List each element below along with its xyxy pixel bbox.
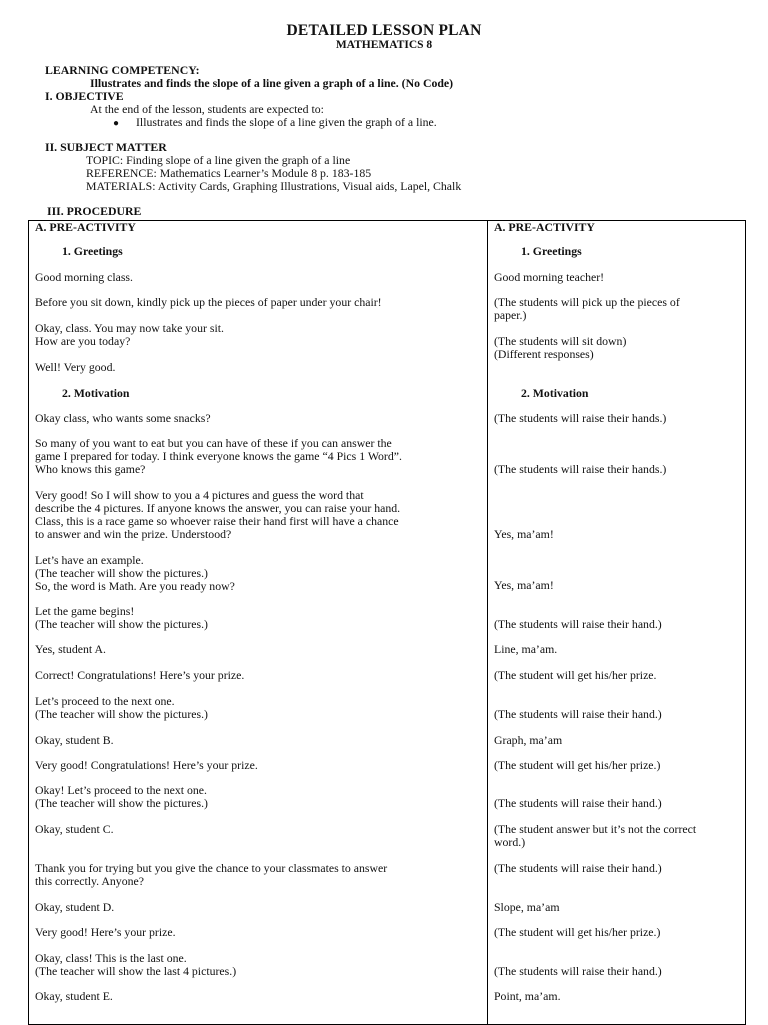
student-line-11: Line, ma’am. (494, 642, 558, 656)
teacher-line-13: Correct! Congratulations! Here’s your prize. (35, 668, 245, 682)
student-line-21: (The students will raise their hand.) (494, 964, 662, 978)
teacher-line-14: Let’s proceed to the next one. (The teacher will show the pictures.) (35, 694, 208, 721)
procedure-row (29, 221, 746, 1025)
teacher-line-1: 1. Greetings (62, 244, 123, 258)
student-line-1: 1. Greetings (521, 244, 582, 258)
student-line-20: (The student will get his/her prize.) (494, 925, 661, 939)
subject-reference: REFERENCE: Mathematics Learner’s Module 8 p. 183-185 (86, 166, 372, 180)
teacher-line-21: Very good! Here’s your prize. (35, 925, 176, 939)
student-line-6: (The students will raise their hands.) (494, 411, 667, 425)
competency-text: Illustrates and finds the slope of a line given a graph of a line. (No Code) (90, 76, 454, 90)
student-line-14: Graph, ma’am (494, 733, 563, 747)
teacher-line-9: Very good! So I will show to you a 4 pictures and guess the word that describe the 4 pictures. If anyone knows the answer, you can raise your hand. Class, this is a race game so whoever raise their hand first will have a chance to answer and win the prize. Understood? (35, 488, 401, 541)
teacher-line-7: Okay class, who wants some snacks? (35, 411, 211, 425)
procedure-heading: III. PROCEDURE (47, 204, 142, 218)
teacher-line-16: Very good! Congratulations! Here’s your prize. (35, 758, 258, 772)
teacher-line-15: Okay, student B. (35, 733, 114, 747)
competency-label: LEARNING COMPETENCY: (45, 63, 200, 77)
teacher-line-2: Good morning class. (35, 270, 133, 284)
student-line-18: (The students will raise their hand.) (494, 861, 662, 875)
teacher-line-3: Before you sit down, kindly pick up the pieces of paper under your chair! (35, 295, 382, 309)
student-line-0: A. PRE-ACTIVITY (494, 220, 595, 234)
document-subtitle: MATHEMATICS 8 (335, 39, 433, 51)
teacher-line-4: Okay, class. You may now take your sit. How are you today? (35, 321, 224, 348)
teacher-line-17: Okay! Let’s proceed to the next one. (The teacher will show the pictures.) (35, 783, 208, 810)
student-line-17: (The student answer but it’s not the correct word.) (494, 822, 697, 849)
teacher-line-0: A. PRE-ACTIVITY (35, 220, 136, 234)
teacher-line-12: Yes, student A. (35, 642, 106, 656)
student-line-13: (The students will raise their hand.) (494, 707, 662, 721)
teacher-line-11: Let the game begins! (The teacher will show the pictures.) (35, 604, 208, 631)
teacher-line-6: 2. Motivation (62, 386, 130, 400)
teacher-line-5: Well! Very good. (35, 360, 116, 374)
student-line-9: Yes, ma’am! (494, 578, 554, 592)
document-title: DETAILED LESSON PLAN (286, 22, 482, 39)
teacher-line-10: Let’s have an example. (The teacher will show the pictures.) So, the word is Math. Are you ready now? (35, 553, 235, 593)
student-line-2: Good morning teacher! (494, 270, 605, 284)
student-line-3: (The students will pick up the pieces of paper.) (494, 295, 680, 322)
procedure-table (28, 220, 746, 1025)
objective-intro: At the end of the lesson, students are expected to: (90, 102, 324, 116)
bullet-icon: ● (113, 118, 120, 129)
student-line-19: Slope, ma’am (494, 900, 560, 914)
student-line-5: 2. Motivation (521, 386, 589, 400)
teacher-activity-column (29, 221, 488, 1025)
teacher-line-23: Okay, student E. (35, 989, 113, 1003)
subject-topic: TOPIC: Finding slope of a line given the graph of a line (86, 153, 351, 167)
student-activity-column (488, 221, 746, 1025)
subject-matter-heading: II. SUBJECT MATTER (45, 140, 167, 154)
student-line-7: (The students will raise their hands.) (494, 462, 667, 476)
teacher-line-19: Thank you for trying but you give the chance to your classmates to answer this correctly. Anyone? (35, 861, 388, 888)
student-line-8: Yes, ma’am! (494, 527, 554, 541)
student-line-22: Point, ma’am. (494, 989, 561, 1003)
student-line-10: (The students will raise their hand.) (494, 617, 662, 631)
student-line-16: (The students will raise their hand.) (494, 796, 662, 810)
objective-bullet: Illustrates and finds the slope of a line given the graph of a line. (136, 115, 437, 129)
student-line-12: (The student will get his/her prize. (494, 668, 657, 682)
student-line-15: (The student will get his/her prize.) (494, 758, 661, 772)
teacher-line-8: So many of you want to eat but you can have of these if you can answer the game I prepared for today. I think everyone knows the game “4 Pics 1 Word”. Who knows this game? (35, 436, 402, 476)
subject-materials: MATERIALS: Activity Cards, Graphing Illustrations, Visual aids, Lapel, Chalk (86, 179, 462, 193)
student-line-4: (The students will sit down) (Different responses) (494, 334, 627, 361)
objective-heading: I. OBJECTIVE (45, 89, 124, 103)
teacher-line-18: Okay, student C. (35, 822, 114, 836)
teacher-line-22: Okay, class! This is the last one. (The teacher will show the last 4 pictures.) (35, 951, 237, 978)
teacher-line-20: Okay, student D. (35, 900, 115, 914)
